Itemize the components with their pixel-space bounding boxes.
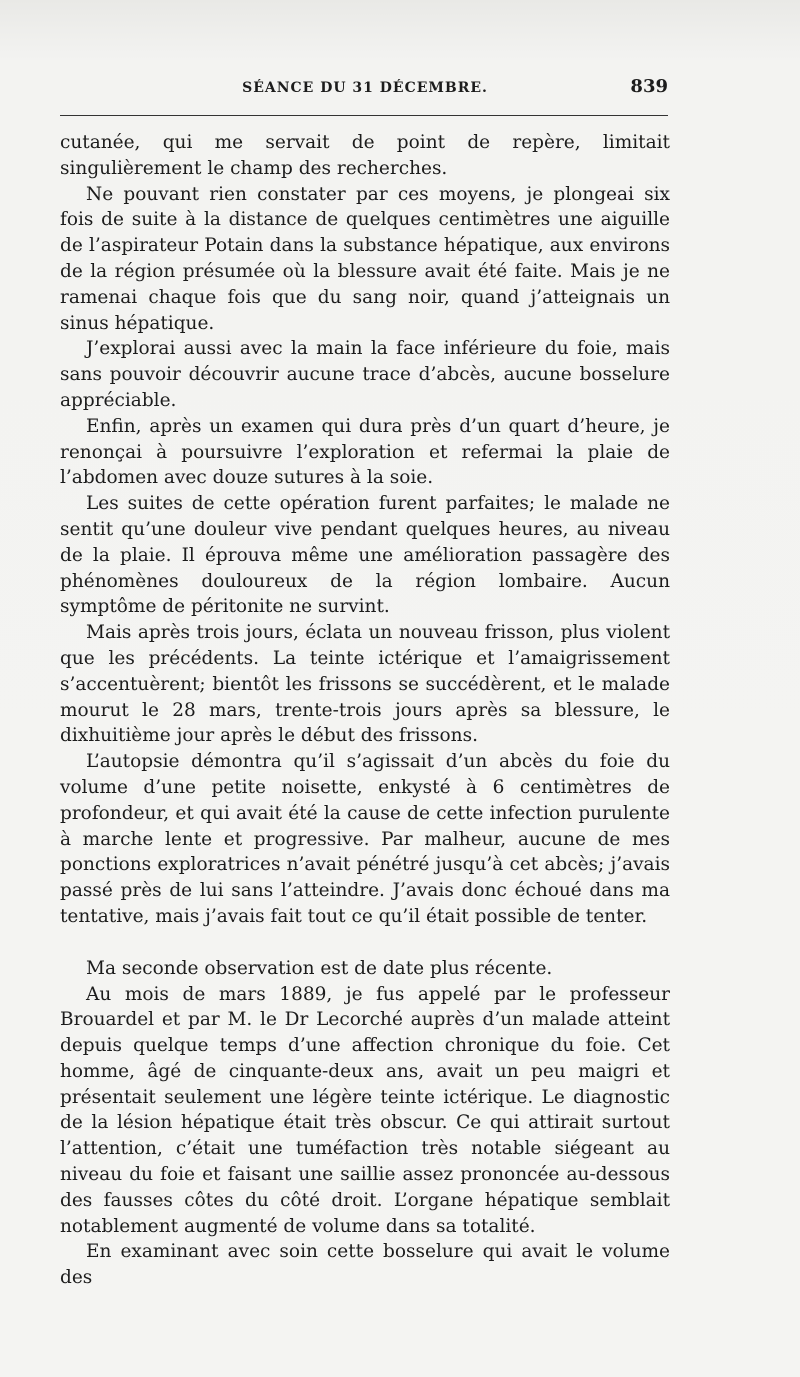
- paragraph: Au mois de mars 1889, je fus appelé par le professeur Brouardel et par M. le Dr Lecorché auprès d’un malade atteint depuis quelque temps d’une affection chronique du foie. Cet homme, âgé de cinquante-deux ans, avait un peu maigri et présentait seulement une légère teinte ictérique. Le diagnostic de la lésion hépatique était très obscur. Ce qui attirait surtout l’attention, c’était une tuméfaction très notable siégeant au niveau du foie et faisant une saillie assez prononcée au-dessous des fausses côtes du côté droit. L’organe hépatique semblait notablement augmenté de volume dans sa totalité.: [60, 983, 670, 1237]
- page-body: [60, 130, 670, 1291]
- paragraph: En examinant avec soin cette bosselure qui avait le volume des: [60, 1241, 670, 1289]
- section-gap: [60, 930, 670, 956]
- page-number: 839: [630, 76, 668, 97]
- paragraph: J’explorai aussi avec la main la face inférieure du foie, mais sans pouvoir découvrir aucune trace d’abcès, aucune bosselure appréciable.: [60, 338, 670, 411]
- header-rule: [60, 115, 668, 116]
- page-header: [60, 76, 670, 100]
- paragraph: Ne pouvant rien constater par ces moyens, je plongeai six fois de suite à la distance de quelques centimètres une aiguille de l’aspirateur Potain dans la substance hépatique, aux environs de la région présumée où la blessure avait été faite. Mais je ne ramenai chaque fois que du sang noir, quand j’atteignais un sinus hépatique.: [60, 183, 670, 334]
- paragraph: cutanée, qui me servait de point de repère, limitait singulièrement le champ des recherches.: [60, 132, 670, 179]
- paragraph: L’autopsie démontra qu’il s’agissait d’un abcès du foie du volume d’une petite noisette, enkysté à 6 centimètres de profondeur, et qui avait été la cause de cette infection purulente à marche lente et progressive. Par malheur, aucune de mes ponctions exploratrices n’avait pénétré jusqu’à cet abcès; j’avais passé près de lui sans l’atteindre. J’avais donc échoué dans ma tentative, mais j’avais fait tout ce qu’il était possible de tenter.: [60, 751, 670, 927]
- running-title: SÉANCE DU 31 DÉCEMBRE.: [242, 80, 488, 96]
- paragraph: Ma seconde observation est de date plus récente.: [86, 957, 553, 979]
- paragraph: Enfin, après un examen qui dura près d’un quart d’heure, je renonçai à poursuivre l’exploration et refermai la plaie de l’abdomen avec douze sutures à la soie.: [60, 415, 670, 489]
- paragraph: Mais après trois jours, éclata un nouveau frisson, plus violent que les précédents. La teinte ictérique et l’amaigrissement s’accentuèrent; bientôt les frissons se succédèrent, et le malade mourut le 28 mars, trente-trois jours après sa blessure, le dixhuitième jour après le début des frissons.: [60, 622, 670, 747]
- paragraph: Les suites de cette opération furent parfaites; le malade ne sentit qu’une douleur vive pendant quelques heures, au niveau de la plaie. Il éprouva même une amélioration passagère des phénomènes douloureux de la région lombaire. Aucun symptôme de péritonite ne survint.: [60, 493, 670, 618]
